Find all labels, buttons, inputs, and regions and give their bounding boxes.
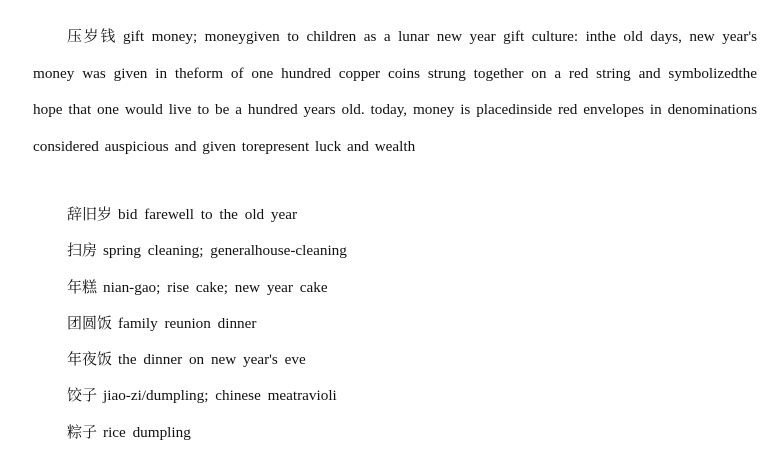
glossary-item	[67, 196, 347, 232]
glossary-definition: spring cleaning; generalhouse-cleaning	[103, 242, 347, 260]
glossary-item	[67, 269, 347, 305]
glossary-definition: nian-gao; rise cake; new year cake	[103, 278, 328, 296]
glossary-list	[67, 196, 347, 450]
paragraph-definition: gift money; moneygiven to children as a lunar new year gift culture: inthe old days, new year's money was given in theform of one hundred copper coins strung together on a red string and symbolizedthe hope that one would live to be a hundred years old. today, money is placedinside red envelopes in denominations considered auspicious and given torepresent luck and wealth	[33, 28, 757, 155]
glossary-item	[67, 341, 347, 377]
glossary-term: 粽子	[67, 422, 98, 441]
glossary-definition: jiao-zi/dumpling; chinese meatravioli	[103, 387, 337, 405]
glossary-item	[67, 232, 347, 268]
lucky-money-paragraph	[33, 18, 757, 165]
glossary-definition: family reunion dinner	[118, 314, 257, 332]
glossary-term: 辞旧岁	[67, 205, 113, 223]
glossary-item	[67, 377, 347, 413]
paragraph-term: 压岁钱	[67, 27, 118, 45]
glossary-term: 年夜饭	[67, 350, 113, 369]
glossary-term: 饺子	[67, 386, 98, 405]
glossary-term: 扫房	[67, 241, 98, 260]
glossary-definition: the dinner on new year's eve	[118, 351, 306, 369]
glossary-term: 团圆饭	[67, 313, 113, 332]
glossary-term: 年糕	[67, 277, 98, 296]
glossary-definition: bid farewell to the old year	[118, 206, 298, 223]
glossary-item	[67, 305, 347, 341]
glossary-definition: rice dumpling	[103, 423, 191, 441]
glossary-item	[67, 414, 347, 450]
